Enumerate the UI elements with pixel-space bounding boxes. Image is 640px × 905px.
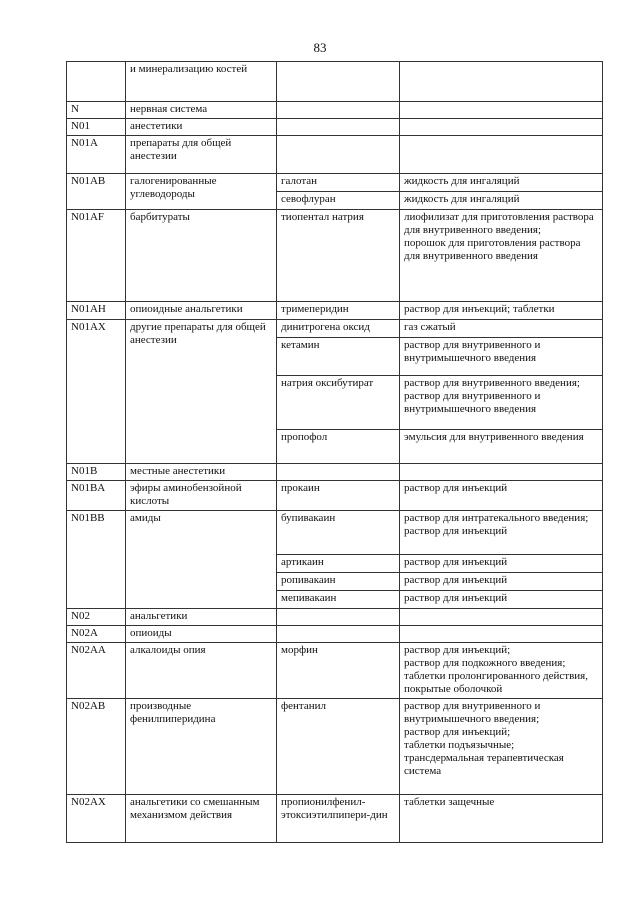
drug-name-cell bbox=[277, 102, 400, 119]
dosage-form-cell bbox=[400, 464, 603, 481]
table-row bbox=[67, 210, 603, 302]
dosage-form-cell: раствор для внутривенного и внутримышечного введения; раствор для инъекций; таблетки подъязычные; трансдермальная терапевтическая система bbox=[400, 699, 603, 795]
atc-code-cell: N01AH bbox=[67, 302, 126, 320]
anatomical-therapeutic-group-cell: анальгетики со смешанным механизмом действия bbox=[126, 795, 277, 843]
table-row bbox=[67, 481, 603, 511]
drug-name-cell: мепивакаин bbox=[277, 591, 400, 609]
table-row bbox=[67, 174, 603, 192]
atc-code-cell: N01A bbox=[67, 136, 126, 174]
atc-code-cell: N02AX bbox=[67, 795, 126, 843]
drug-name-cell: пропофол bbox=[277, 430, 400, 464]
drug-name-cell: морфин bbox=[277, 643, 400, 699]
table-row bbox=[67, 511, 603, 555]
drug-name-cell: артикаин bbox=[277, 555, 400, 573]
dosage-form-cell: раствор для внутривенного введения; раствор для внутривенного и внутримышечного введения bbox=[400, 376, 603, 430]
table-row bbox=[67, 464, 603, 481]
table-row bbox=[67, 609, 603, 626]
dosage-form-cell bbox=[400, 119, 603, 136]
anatomical-therapeutic-group-cell: амиды bbox=[126, 511, 277, 609]
drug-name-cell: фентанил bbox=[277, 699, 400, 795]
atc-code-cell: N01B bbox=[67, 464, 126, 481]
atc-code-cell bbox=[67, 62, 126, 102]
atc-code-cell: N01AF bbox=[67, 210, 126, 302]
table-row bbox=[67, 699, 603, 795]
dosage-form-cell: таблетки защечные bbox=[400, 795, 603, 843]
dosage-form-cell: раствор для инъекций bbox=[400, 573, 603, 591]
anatomical-therapeutic-group-cell: галогенированные углеводороды bbox=[126, 174, 277, 210]
drug-name-cell: тиопентал натрия bbox=[277, 210, 400, 302]
page-number: 83 bbox=[313, 40, 327, 55]
atc-code-cell: N bbox=[67, 102, 126, 119]
drug-name-cell: пропионилфенил-этоксиэтилпипери-дин bbox=[277, 795, 400, 843]
dosage-form-cell: раствор для инъекций bbox=[400, 591, 603, 609]
table-row bbox=[67, 320, 603, 338]
drug-name-cell bbox=[277, 626, 400, 643]
dosage-form-cell bbox=[400, 626, 603, 643]
atc-code-cell: N02AB bbox=[67, 699, 126, 795]
drug-name-cell: бупивакаин bbox=[277, 511, 400, 555]
anatomical-therapeutic-group-cell: анестетики bbox=[126, 119, 277, 136]
table-row bbox=[67, 795, 603, 843]
dosage-form-cell: эмульсия для внутривенного введения bbox=[400, 430, 603, 464]
atc-code-cell: N02AA bbox=[67, 643, 126, 699]
anatomical-therapeutic-group-cell: эфиры аминобензойной кислоты bbox=[126, 481, 277, 511]
anatomical-therapeutic-group-cell: производные фенилпиперидина bbox=[126, 699, 277, 795]
drug-name-cell bbox=[277, 609, 400, 626]
atc-code-cell: N01 bbox=[67, 119, 126, 136]
table-row bbox=[67, 643, 603, 699]
drug-name-cell: тримеперидин bbox=[277, 302, 400, 320]
drug-name-cell bbox=[277, 119, 400, 136]
table-row bbox=[67, 136, 603, 174]
table-row bbox=[67, 62, 603, 102]
anatomical-therapeutic-group-cell: алкалоиды опия bbox=[126, 643, 277, 699]
dosage-form-cell: жидкость для ингаляций bbox=[400, 174, 603, 192]
atc-code-cell: N01AB bbox=[67, 174, 126, 210]
dosage-form-cell: раствор для внутривенного и внутримышечного введения bbox=[400, 338, 603, 376]
anatomical-therapeutic-group-cell: барбитураты bbox=[126, 210, 277, 302]
drug-name-cell bbox=[277, 62, 400, 102]
dosage-form-cell: жидкость для ингаляций bbox=[400, 192, 603, 210]
anatomical-therapeutic-group-cell: опиоиды bbox=[126, 626, 277, 643]
table-row bbox=[67, 102, 603, 119]
anatomical-therapeutic-group-cell: опиоидные анальгетики bbox=[126, 302, 277, 320]
anatomical-therapeutic-group-cell: нервная система bbox=[126, 102, 277, 119]
drug-name-cell: натрия оксибутират bbox=[277, 376, 400, 430]
atc-code-cell: N01AX bbox=[67, 320, 126, 464]
atc-code-cell: N01BA bbox=[67, 481, 126, 511]
dosage-form-cell: раствор для инъекций bbox=[400, 481, 603, 511]
drug-name-cell: прокаин bbox=[277, 481, 400, 511]
dosage-form-cell bbox=[400, 136, 603, 174]
dosage-form-cell: раствор для интратекального введения; раствор для инъекций bbox=[400, 511, 603, 555]
drug-name-cell bbox=[277, 136, 400, 174]
drug-name-cell bbox=[277, 464, 400, 481]
drug-name-cell: галотан bbox=[277, 174, 400, 192]
anatomical-therapeutic-group-cell: другие препараты для общей анестезии bbox=[126, 320, 277, 464]
drug-name-cell: динитрогена оксид bbox=[277, 320, 400, 338]
atc-code-cell: N01BB bbox=[67, 511, 126, 609]
dosage-form-cell: раствор для инъекций bbox=[400, 555, 603, 573]
drug-name-cell: ропивакаин bbox=[277, 573, 400, 591]
atc-code-cell: N02A bbox=[67, 626, 126, 643]
table-row bbox=[67, 119, 603, 136]
dosage-form-cell bbox=[400, 609, 603, 626]
dosage-form-cell: газ сжатый bbox=[400, 320, 603, 338]
dosage-form-cell: раствор для инъекций; таблетки bbox=[400, 302, 603, 320]
dosage-form-cell: лиофилизат для приготовления раствора для внутривенного введения; порошок для приготовления раствора для внутривенного введения bbox=[400, 210, 603, 302]
dosage-form-cell bbox=[400, 62, 603, 102]
anatomical-therapeutic-group-cell: и минерализацию костей bbox=[126, 62, 277, 102]
drug-name-cell: кетамин bbox=[277, 338, 400, 376]
atc-code-cell: N02 bbox=[67, 609, 126, 626]
anatomical-therapeutic-group-cell: препараты для общей анестезии bbox=[126, 136, 277, 174]
drug-classification-table bbox=[66, 61, 603, 843]
dosage-form-cell: раствор для инъекций; раствор для подкожного введения; таблетки пролонгированного действия, покрытые оболочкой bbox=[400, 643, 603, 699]
table-row bbox=[67, 302, 603, 320]
dosage-form-cell bbox=[400, 102, 603, 119]
drug-name-cell: севофлуран bbox=[277, 192, 400, 210]
anatomical-therapeutic-group-cell: анальгетики bbox=[126, 609, 277, 626]
anatomical-therapeutic-group-cell: местные анестетики bbox=[126, 464, 277, 481]
table-row bbox=[67, 626, 603, 643]
